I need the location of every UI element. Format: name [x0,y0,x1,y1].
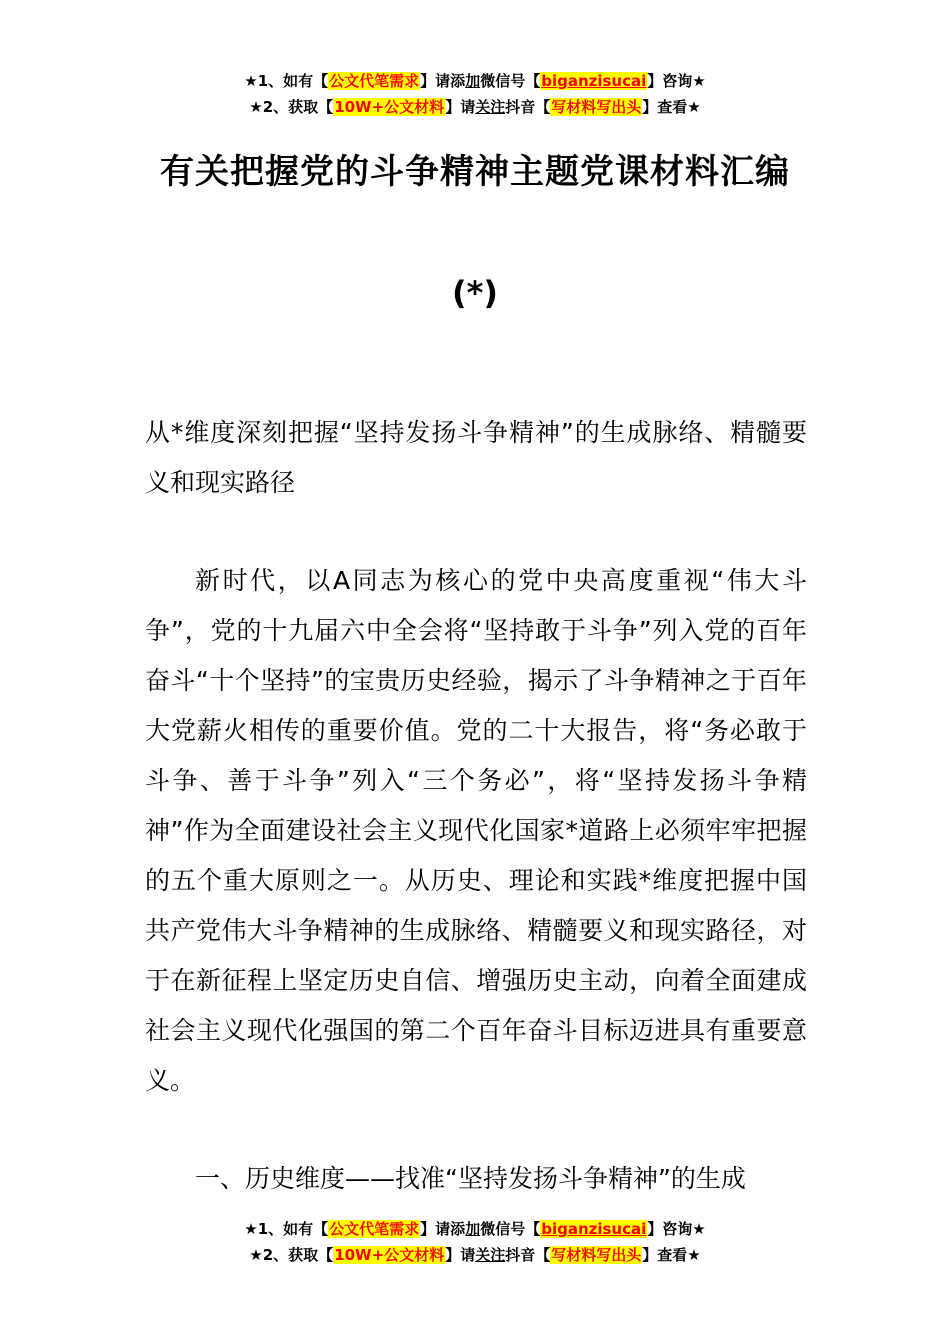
banner-text: 】请添 [420,1220,466,1238]
banner-underlined-text: 关注 [475,1246,506,1264]
banner-text: ★2、获取【 [249,98,334,116]
document-subtitle: (*) [452,274,498,312]
banner-highlight: 写材料写出头 [551,1246,642,1264]
banner-text: 抖音【 [505,98,551,116]
banner-text: ★2、获取【 [249,1246,334,1264]
footer-banner [0,1216,950,1268]
banner-line-2 [0,1242,950,1268]
banner-highlight: 10W+公文材料 [334,1246,445,1264]
banner-wechat-id: biganzisucai [541,72,647,90]
banner-wechat-id: biganzisucai [541,1220,647,1238]
banner-line-1 [0,1216,950,1242]
body-paragraph: 新时代，以A同志为核心的党中央高度重视“伟大斗争”，党的十九届六中全会将“坚持敢于斗争”列入党的百年奋斗“十个坚持”的宝贵历史经验，揭示了斗争精神之于百年大党薪火相传的重要价值。党的二十大报告，将“务必敢于斗争、善于斗争”列入“三个务必”，将“坚持发扬斗争精神”作为全面建设社会主义现代化国家*道路上必须牢牢把握的五个重大原则之一。从历史、理论和实践*维度把握中国共产党伟大斗争精神的生成脉络、精髓要义和现实路径，对于在新征程上坚定历史自信、增强历史主动，向着全面建成社会主义现代化强国的第二个百年奋斗目标迈进具有重要意义。 [145,566,807,1095]
banner-text: 】查看★ [642,98,701,116]
banner-underlined-text: 加 [465,72,481,90]
chapter-heading: 一、历史维度——找准“坚持发扬斗争精神”的生成 [195,1164,746,1193]
banner-line-2 [0,94,950,120]
banner-text: 】请添 [420,72,466,90]
banner-highlight: 公文代笔需求 [329,72,420,90]
banner-text: 】请 [445,1246,476,1264]
banner-highlight: 写材料写出头 [551,98,642,116]
banner-underlined-text: 关注 [475,98,506,116]
banner-underlined-text: 加 [465,1220,481,1238]
banner-line-1 [0,68,950,94]
banner-text: ★1、如有【 [244,1220,329,1238]
banner-text: 】咨询★ [647,1220,706,1238]
banner-text: 】查看★ [642,1246,701,1264]
banner-text: 】咨询★ [647,72,706,90]
banner-text: 微信号【 [480,1220,541,1238]
banner-highlight: 10W+公文材料 [334,98,445,116]
document-title: 有关把握党的斗争精神主题党课材料汇编 [160,152,790,192]
banner-text: ★1、如有【 [244,72,329,90]
banner-text: 】请 [445,98,476,116]
banner-text: 微信号【 [480,72,541,90]
section-heading: 从*维度深刻把握“坚持发扬斗争精神”的生成脉络、精髓要义和现实路径 [145,418,807,497]
banner-highlight: 公文代笔需求 [329,1220,420,1238]
banner-text: 抖音【 [505,1246,551,1264]
header-banner [0,68,950,120]
